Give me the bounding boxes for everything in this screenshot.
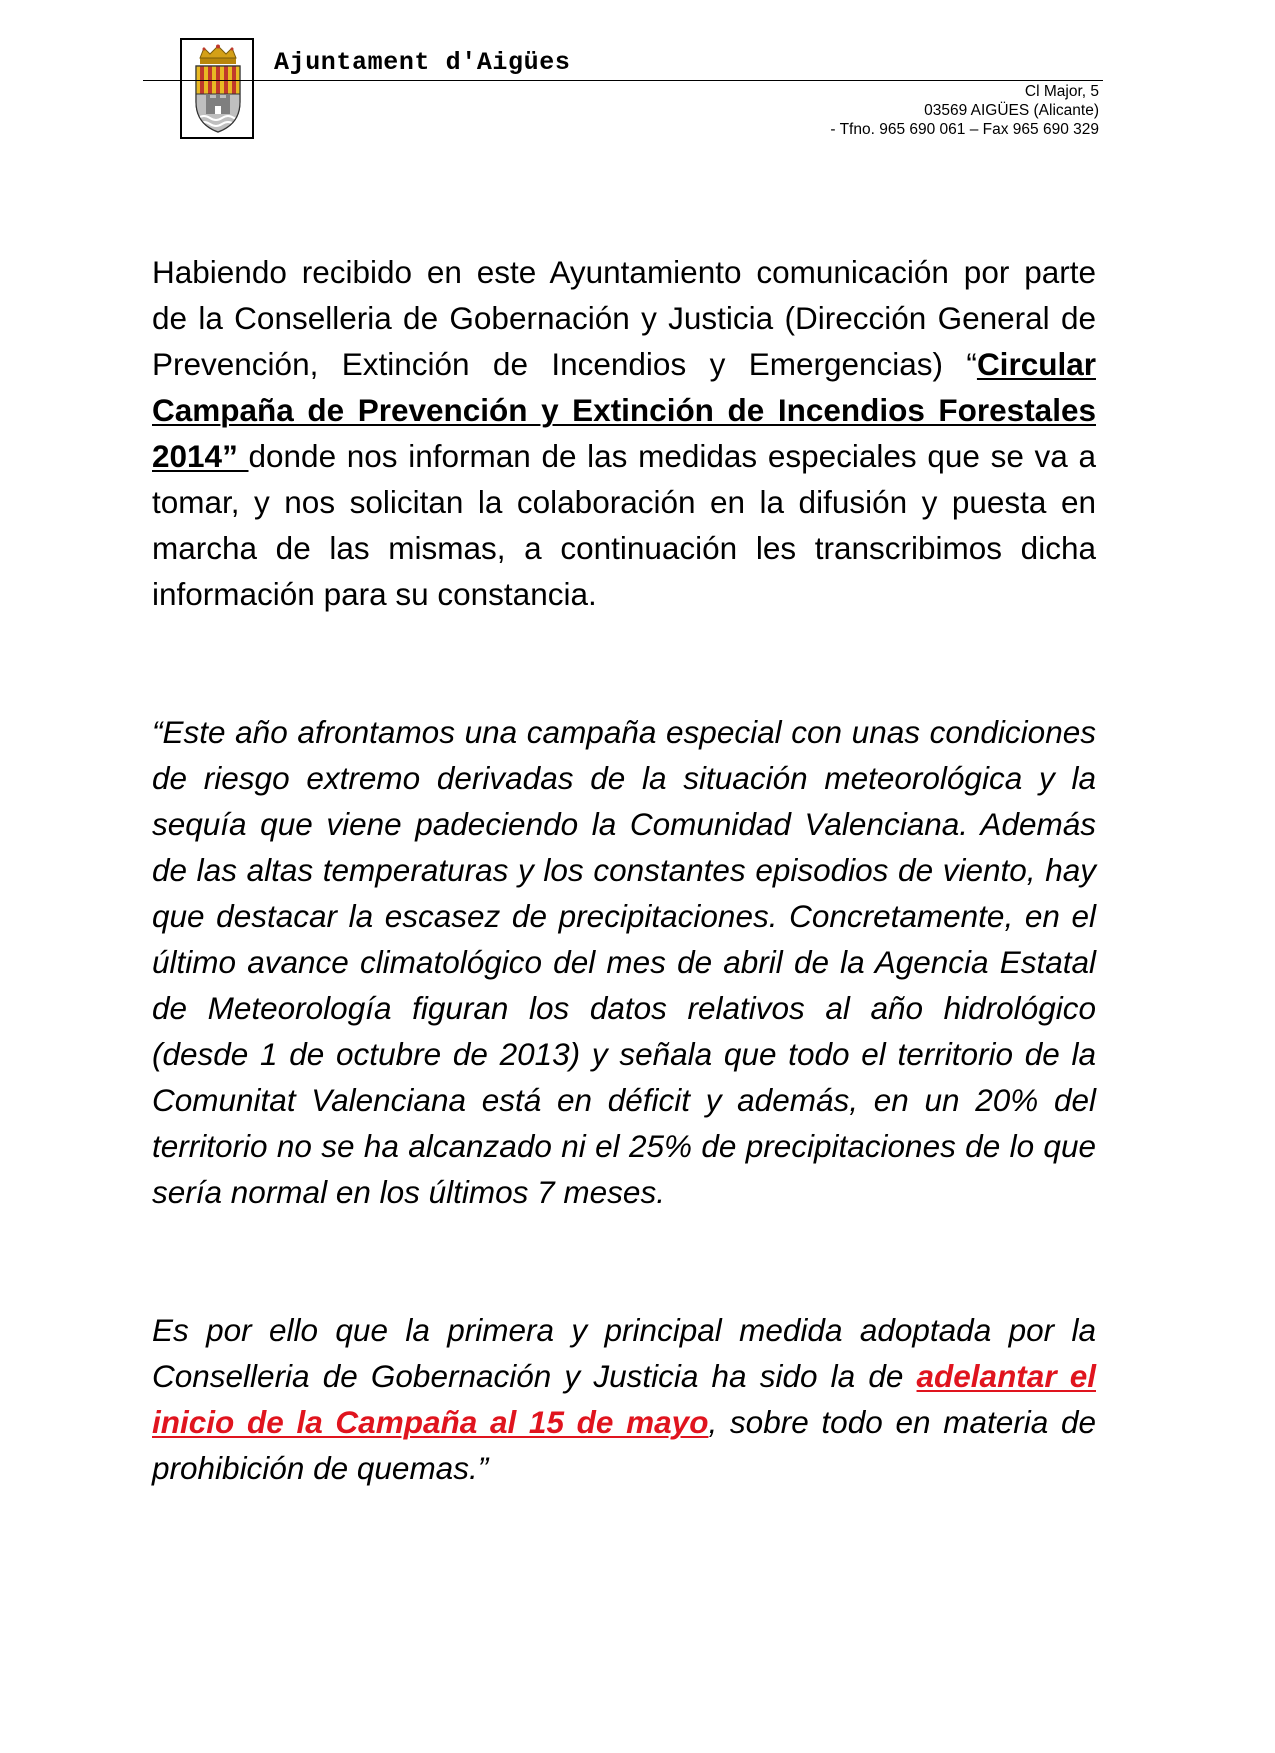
intro-text: Habiendo recibido en este Ayuntamiento comunicación por parte de la Conselleria de Gobernación y Justicia (Dirección General de Prevención, Extinción de Incendios y Emergencias) “ — [152, 254, 1096, 382]
address-block — [830, 82, 1099, 139]
address-phone-fax: - Tfno. 965 690 061 – Fax 965 690 329 — [830, 121, 1099, 138]
measure-intro: Es por ello que la primera y principal medida adoptada por la Conselleria de Gobernación y Justicia ha sido la de — [152, 1312, 1096, 1394]
circular-title: Circular Campaña de Prevención y Extinción de Incendios Forestales 2014” — [152, 346, 1096, 474]
address-city: 03569 AIGÜES (Alicante) — [924, 102, 1099, 119]
coat-of-arms-icon — [190, 44, 246, 134]
measure-paragraph — [152, 1307, 1096, 1491]
quoted-paragraph — [152, 709, 1096, 1215]
header-rule — [143, 80, 1103, 81]
coat-of-arms-frame — [180, 38, 254, 139]
quoted-text: “Este año afrontamos una campaña especial con unas condiciones de riesgo extremo derivadas de la situación meteorológica y la sequía que viene padeciendo la Comunidad Valenciana. Además de las altas temperaturas y los constantes episodios de viento, hay que destacar la escasez de precipitaciones. Concretamente, en el último avance climatológico del mes de abril de la Agencia Estatal de Meteorología figuran los datos relativos al año hidrológico (desde 1 de octubre de 2013) y señala que todo el territorio de la Comunitat Valenciana está en déficit y además, en un 20% del territorio no se ha alcanzado ni el 25% de precipitaciones de lo que sería normal en los últimos 7 meses. — [152, 714, 1096, 1210]
intro-paragraph — [152, 249, 1096, 617]
address-street: Cl Major, 5 — [1024, 83, 1099, 100]
campaign-start-highlight: adelantar el inicio de la Campaña al 15 de mayo — [152, 1358, 1096, 1440]
organization-name: Ajuntament d'Aigües — [274, 48, 571, 77]
intro-continuation: donde nos informan de las medidas especiales que se va a tomar, y nos solicitan la colaboración en la difusión y puesta en marcha de las mismas, a continuación les transcribimos dicha información para su constancia. — [152, 438, 1096, 612]
measure-continuation: , sobre todo en materia de prohibición de quemas.” — [152, 1404, 1096, 1486]
